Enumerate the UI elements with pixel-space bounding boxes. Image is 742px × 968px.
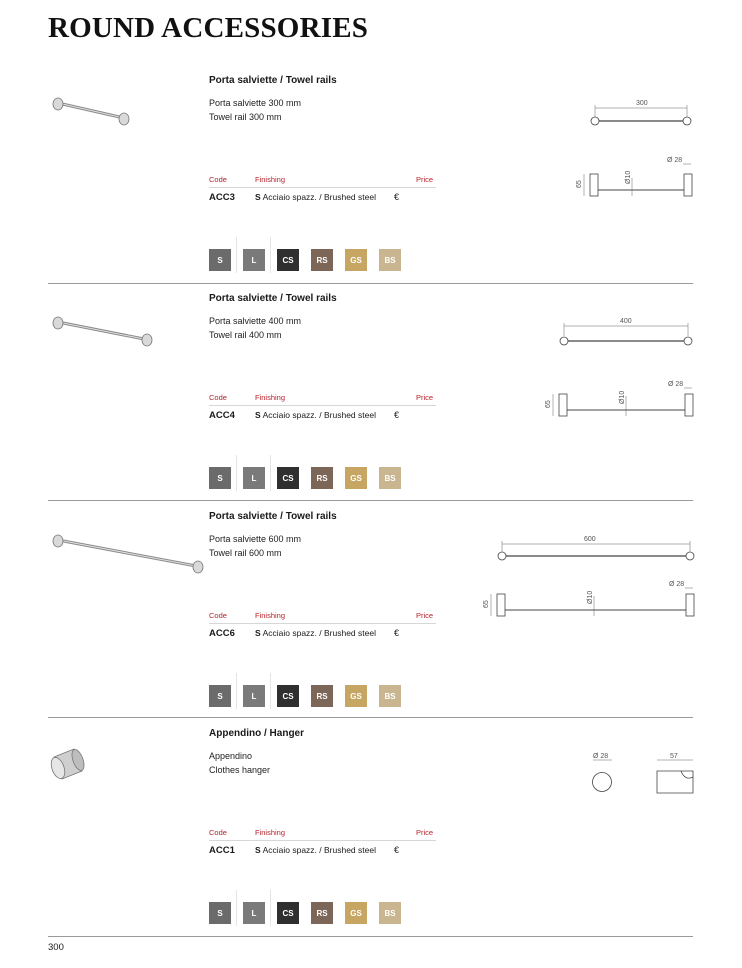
swatch-l[interactable]: L	[243, 467, 265, 489]
finish-code: S	[255, 410, 261, 420]
finish-code: S	[255, 845, 261, 855]
finishing-value	[255, 845, 376, 855]
finishing-value	[255, 628, 376, 638]
finishing-header: Finishing	[255, 393, 286, 402]
product-description	[209, 315, 301, 342]
code-header: Code	[209, 611, 227, 620]
hanger-photo	[48, 719, 98, 789]
table-header-rule	[209, 623, 436, 624]
price-header: Price	[416, 393, 434, 402]
product-description	[209, 97, 301, 124]
swatch-cs[interactable]: CS	[277, 902, 299, 924]
diameter-dimension: Ø 28	[669, 581, 685, 588]
swatch-separator	[236, 237, 237, 273]
swatch-l[interactable]: L	[243, 685, 265, 707]
product-title: Porta salviette / Towel rails	[209, 293, 337, 304]
height-dimension: 65	[545, 400, 552, 408]
price-header: Price	[416, 828, 434, 837]
length-dimension: 600	[584, 536, 596, 543]
technical-drawing	[478, 502, 698, 642]
technical-drawing	[560, 66, 700, 206]
swatch-s[interactable]: S	[209, 467, 231, 489]
swatch-s[interactable]: S	[209, 685, 231, 707]
swatch-bs[interactable]: BS	[379, 685, 401, 707]
swatch-cs[interactable]: CS	[277, 685, 299, 707]
product-code: ACC6	[209, 628, 235, 639]
swatch-separator	[270, 237, 271, 273]
code-header: Code	[209, 393, 227, 402]
page-title: ROUND ACCESSORIES	[48, 12, 369, 44]
technical-drawing	[585, 719, 700, 809]
product-code: ACC3	[209, 192, 235, 203]
description-en: Towel rail 400 mm	[209, 329, 282, 340]
finish-name: Acciaio spazz. / Brushed steel	[262, 192, 376, 202]
price-value: €	[394, 628, 400, 638]
swatch-rs[interactable]: RS	[311, 902, 333, 924]
finish-name: Acciaio spazz. / Brushed steel	[262, 410, 376, 420]
length-dimension: 400	[620, 318, 632, 325]
price-header: Price	[416, 611, 434, 620]
swatch-cs[interactable]: CS	[277, 467, 299, 489]
swatch-s[interactable]: S	[209, 249, 231, 271]
price-value: €	[394, 845, 400, 855]
length-dimension: 300	[636, 100, 648, 107]
height-dimension: 65	[483, 600, 490, 608]
description-en: Towel rail 600 mm	[209, 547, 282, 558]
swatch-gs[interactable]: GS	[345, 902, 367, 924]
swatch-rs[interactable]: RS	[311, 685, 333, 707]
description-it: Porta salviette 400 mm	[209, 316, 302, 326]
finishing-header: Finishing	[255, 828, 286, 837]
finish-name: Acciaio spazz. / Brushed steel	[262, 628, 376, 638]
product-title: Porta salviette / Towel rails	[209, 75, 337, 86]
price-value: €	[394, 192, 400, 202]
product-title: Porta salviette / Towel rails	[209, 511, 337, 522]
product-section-acc6	[0, 502, 742, 720]
product-section-acc3	[0, 66, 742, 284]
towel-rail-600-photo	[48, 502, 208, 582]
diameter-dimension: Ø 28	[593, 753, 609, 760]
swatch-rs[interactable]: RS	[311, 467, 333, 489]
product-title: Appendino / Hanger	[209, 728, 304, 739]
table-header-rule	[209, 405, 436, 406]
swatch-l[interactable]: L	[243, 249, 265, 271]
towel-rail-300-photo	[48, 66, 138, 136]
description-en: Towel rail 300 mm	[209, 111, 282, 122]
swatch-separator	[236, 890, 237, 926]
description-en: Clothes hanger	[209, 764, 271, 775]
description-it: Appendino	[209, 751, 253, 761]
towel-rail-400-photo	[48, 284, 158, 354]
swatch-bs[interactable]: BS	[379, 467, 401, 489]
rod-diameter-dimension: Ø10	[587, 590, 594, 604]
finish-code: S	[255, 192, 261, 202]
swatch-separator	[270, 455, 271, 491]
finishing-value	[255, 192, 376, 202]
swatch-separator	[270, 890, 271, 926]
swatch-cs[interactable]: CS	[277, 249, 299, 271]
product-description	[209, 533, 301, 560]
code-header: Code	[209, 175, 227, 184]
finishing-value	[255, 410, 376, 420]
table-header-rule	[209, 187, 436, 188]
section-divider	[48, 500, 693, 501]
code-header: Code	[209, 828, 227, 837]
description-it: Porta salviette 600 mm	[209, 534, 302, 544]
finishing-header: Finishing	[255, 175, 286, 184]
technical-drawing	[540, 284, 700, 424]
page-number: 300	[48, 942, 64, 953]
depth-dimension: 57	[670, 753, 678, 760]
finish-name: Acciaio spazz. / Brushed steel	[262, 845, 376, 855]
swatch-s[interactable]: S	[209, 902, 231, 924]
swatch-separator	[236, 673, 237, 709]
swatch-separator	[270, 673, 271, 709]
swatch-gs[interactable]: GS	[345, 467, 367, 489]
finish-code: S	[255, 628, 261, 638]
height-dimension: 65	[576, 180, 583, 188]
product-description	[209, 750, 270, 777]
section-divider	[48, 717, 693, 718]
price-header: Price	[416, 175, 434, 184]
product-section-acc1	[0, 719, 742, 937]
swatch-rs[interactable]: RS	[311, 249, 333, 271]
product-section-acc4	[0, 284, 742, 502]
product-code: ACC4	[209, 410, 235, 421]
description-it: Porta salviette 300 mm	[209, 98, 302, 108]
product-code: ACC1	[209, 845, 235, 856]
swatch-gs[interactable]: GS	[345, 249, 367, 271]
swatch-l[interactable]: L	[243, 902, 265, 924]
diameter-dimension: Ø 28	[667, 157, 683, 164]
price-value: €	[394, 410, 400, 420]
swatch-bs[interactable]: BS	[379, 902, 401, 924]
rod-diameter-dimension: Ø10	[625, 170, 632, 184]
swatch-separator	[236, 455, 237, 491]
swatch-bs[interactable]: BS	[379, 249, 401, 271]
table-header-rule	[209, 840, 436, 841]
rod-diameter-dimension: Ø10	[619, 390, 626, 404]
footer-rule	[48, 936, 693, 937]
finishing-header: Finishing	[255, 611, 286, 620]
diameter-dimension: Ø 28	[668, 381, 684, 388]
swatch-gs[interactable]: GS	[345, 685, 367, 707]
